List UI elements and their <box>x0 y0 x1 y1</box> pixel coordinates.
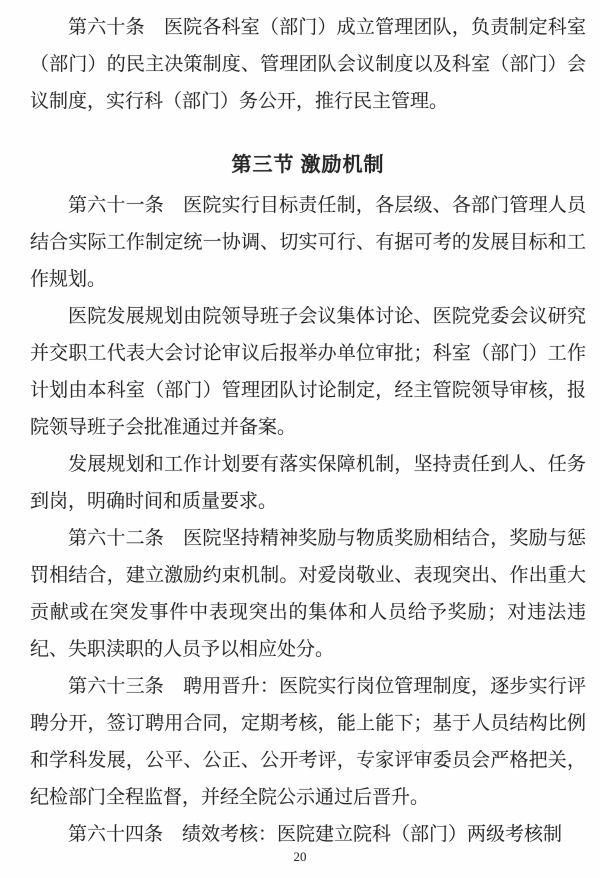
document-body <box>30 9 586 853</box>
paragraph-article-60: 第六十条 医院各科室（部门）成立管理团队，负责制定科室（部门）的民主决策制度、管理团队会议制度以及科室（部门）会议制度，实行科（部门）务公开，推行民主管理。 <box>30 17 586 112</box>
paragraph-article-61: 第六十一条 医院实行目标责任制，各层级、各部门管理人员结合实际工作制定统一协调、切实可行、有据可考的发展目标和工作规划。 <box>30 195 586 290</box>
page-footer <box>0 848 600 866</box>
page-number: 20 <box>293 849 307 864</box>
paragraph-plan-guarantee: 发展规划和工作计划要有落实保障机制，坚持责任到人、任务到岗，明确时间和质量要求。 <box>30 454 586 512</box>
paragraph-development-plan: 医院发展规划由院领导班子会议集体讨论、医院党委会议研究并交职工代表大会讨论审议后报举办单位审批；科室（部门）工作计划由本科室（部门）管理团队讨论制定，经主管院领导审核，报院领导班子会批准通过并备案。 <box>30 306 586 438</box>
paragraph-article-63: 第六十三条 聘用晋升：医院实行岗位管理制度，逐步实行评聘分开，签订聘用合同，定期考核，能上能下；基于人员结构比例和学科发展，公平、公正、公开考评，专家评审委员会严格把关，纪检部门全程监督，并经全院公示通过后晋升。 <box>30 676 586 808</box>
section-heading: 第三节 激励机制 <box>231 154 385 176</box>
paragraph-article-64: 第六十四条 绩效考核：医院建立院科（部门）两级考核制 <box>68 824 563 845</box>
paragraph-article-62: 第六十二条 医院坚持精神奖励与物质奖励相结合，奖励与惩罚相结合，建立激励约束机制。对爱岗敬业、表现突出、作出重大贡献或在突发事件中表现突出的集体和人员给予奖励；对违法违纪、失职渎职的人员予以相应处分。 <box>30 528 586 660</box>
